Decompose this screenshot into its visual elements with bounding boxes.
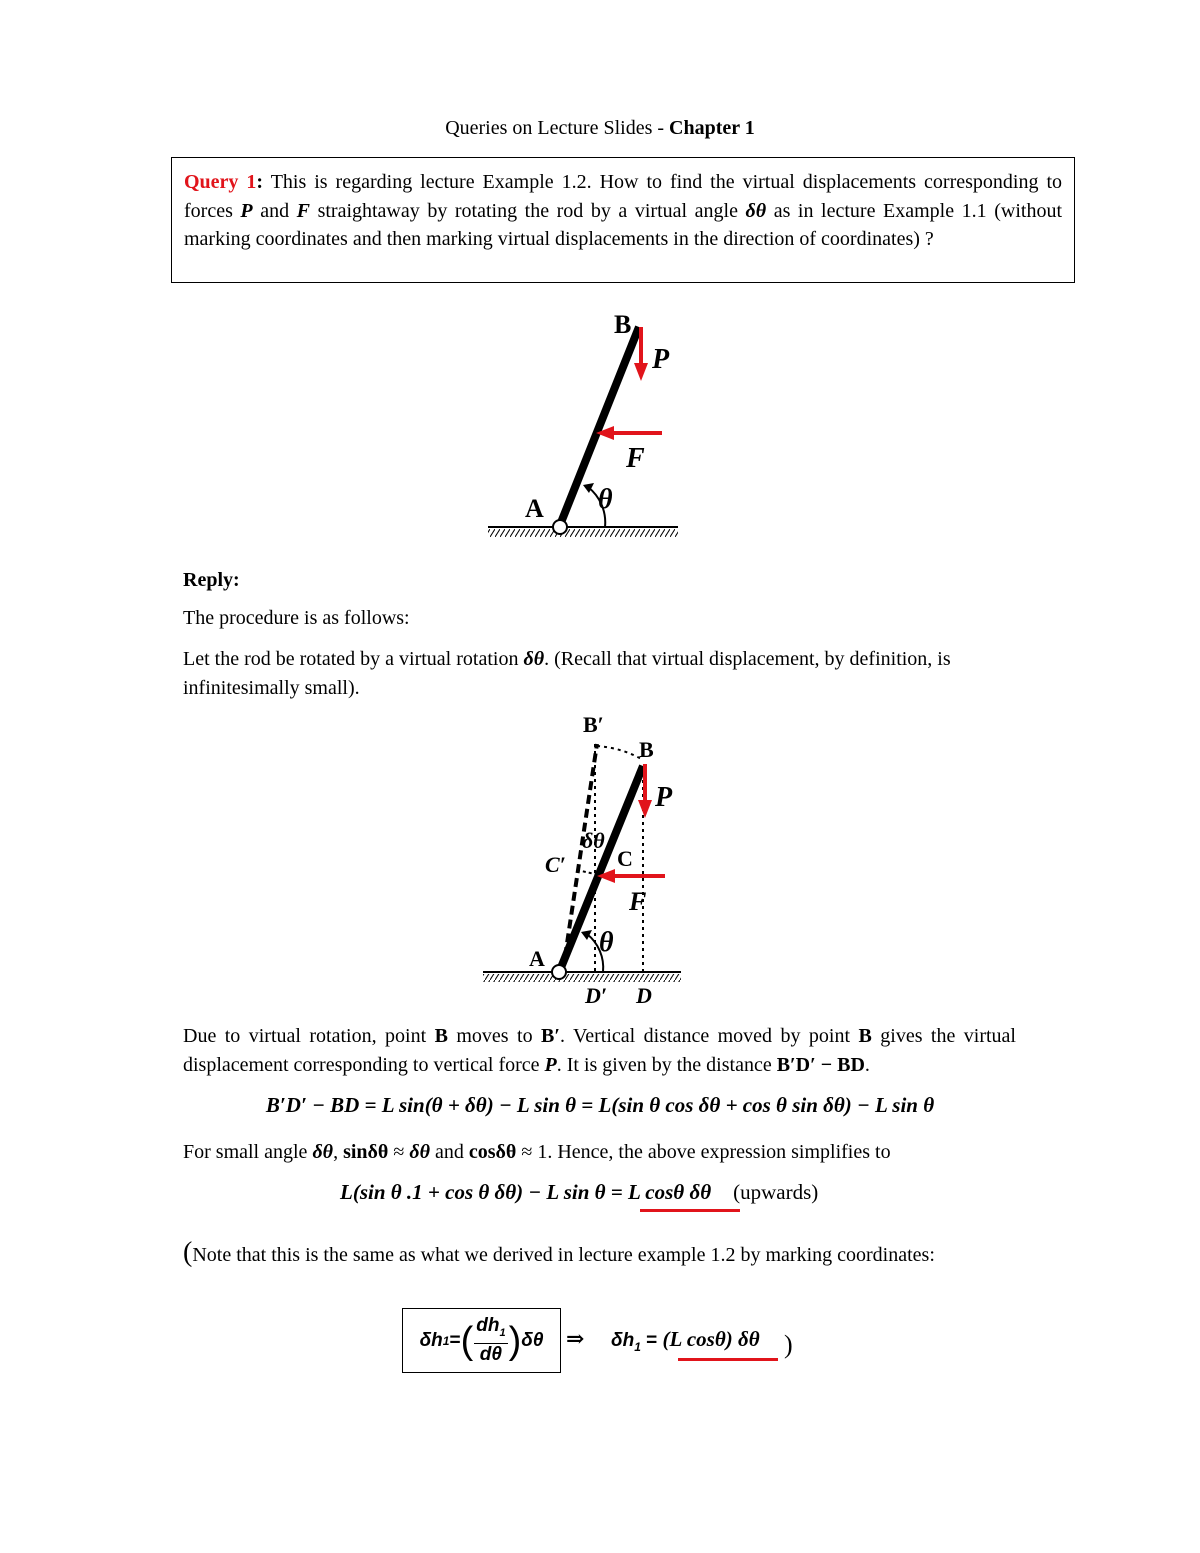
boxed-equation-content — [402, 1308, 561, 1373]
box-paren-open: ( — [460, 1319, 474, 1362]
box-lhs: δh — [419, 1329, 443, 1351]
label-b: B — [614, 310, 632, 339]
force-p-arrowhead — [634, 363, 648, 381]
note-open-paren: ( — [183, 1237, 193, 1268]
note-paragraph — [183, 1236, 1016, 1272]
reply-procedure: The procedure is as follows: — [183, 607, 410, 629]
small-angle-sin: sinδθ — [343, 1141, 389, 1163]
pin-a — [552, 965, 566, 979]
expl-force-p: P — [544, 1054, 557, 1076]
small-angle-cos: cosδθ — [468, 1141, 517, 1163]
box-fraction-num — [474, 1315, 507, 1345]
arc-bprime-b — [597, 746, 643, 760]
result-equation — [611, 1327, 760, 1354]
eq2-lhs: L(sin θ .1 + cos θ δθ) − L sin θ = — [340, 1180, 628, 1204]
reply-line-1 — [183, 645, 1016, 703]
equation-displacement: B′D′ − BD = L sin(θ + δθ) − L sin θ = L(sin θ cos δθ + cos θ sin δθ) − L sin θ — [265, 1093, 935, 1117]
box-num-sub: 1 — [499, 1326, 506, 1339]
small-angle-text-2: , — [333, 1141, 344, 1163]
label-cprime: C′ — [545, 852, 566, 877]
expl-text-5: . It is given by the distance — [556, 1054, 777, 1076]
eq2-result: L cosθ δθ — [628, 1180, 712, 1204]
small-angle-text-1: For small angle — [183, 1141, 313, 1163]
expl-point-b-2: B — [858, 1025, 872, 1047]
label-d: D — [636, 983, 652, 1008]
expl-text-4: gives the virtual displacement corresponding to vertical force — [183, 1025, 1016, 1076]
box-lhs-sub: 1 — [442, 1333, 450, 1348]
equation-simplified — [340, 1180, 818, 1205]
page-title — [0, 117, 1200, 140]
query-text-2: straightaway by rotating the rod by a virtual angle — [310, 199, 746, 222]
label-p: P — [652, 344, 670, 375]
small-angle-line — [183, 1138, 1016, 1167]
label-dprime: D′ — [585, 983, 608, 1008]
query-text-1: This is regarding lecture Example 1.2. How to find the virtual displacements corresponding to forces — [184, 171, 1062, 222]
figure-virtual-rotation — [475, 708, 695, 1013]
title-chapter: Chapter 1 — [669, 117, 755, 139]
angle-arrowhead — [581, 930, 592, 940]
label-c: C — [617, 846, 633, 871]
explanation-paragraph — [183, 1022, 1016, 1080]
box-paren-close: ) — [508, 1319, 522, 1362]
ground-hatch — [483, 974, 681, 982]
force-p-arrowhead — [638, 800, 652, 818]
result-value: (L cosθ) δθ — [662, 1327, 760, 1351]
expl-distance: B′D′ − BD — [776, 1054, 865, 1076]
small-angle-and: and — [429, 1141, 469, 1163]
label-a: A — [529, 946, 545, 971]
expl-text-6: . — [864, 1054, 870, 1076]
eq2-result-underline — [640, 1209, 740, 1212]
label-theta: θ — [599, 927, 614, 958]
pin-a — [553, 520, 567, 534]
box-fraction — [474, 1315, 507, 1367]
query-colon: : — [256, 171, 264, 193]
eq2-note: (upwards) — [733, 1180, 819, 1204]
query-and: and — [252, 199, 297, 222]
box-num: dh — [476, 1314, 500, 1336]
query-force-f: F — [296, 199, 310, 222]
figure-rod-forces — [480, 305, 690, 545]
expl-point-b: B — [434, 1025, 448, 1047]
label-f: F — [629, 887, 647, 916]
box-dtheta: δθ — [521, 1329, 544, 1351]
label-b: B — [639, 737, 654, 762]
query-text-3: as in lecture Example 1.1 (without marking coordinates and then marking virtual displacements in the direction of coordinates) ? — [184, 199, 1062, 250]
result-lhs: δh — [611, 1330, 635, 1351]
expl-point-bprime: B′ — [541, 1025, 560, 1047]
query-box — [171, 157, 1075, 283]
reply-text-b: . (Recall that virtual displacement, by definition, is infinitesimally small). — [183, 648, 951, 699]
expl-text-2: moves to — [447, 1025, 541, 1047]
result-close-paren: ) — [784, 1330, 793, 1359]
displaced-rod — [563, 744, 597, 970]
query-delta-theta: δθ — [745, 199, 767, 222]
small-angle-delta-2: δθ — [409, 1141, 430, 1163]
result-underline — [678, 1358, 778, 1361]
expl-text-3: . Vertical distance moved by point — [559, 1025, 859, 1047]
note-text: Note that this is the same as what we derived in lecture example 1.2 by marking coordinates: — [192, 1244, 935, 1266]
query-label: Query 1 — [184, 171, 257, 193]
box-den: dθ — [479, 1344, 502, 1366]
ground-hatch — [488, 529, 678, 537]
expl-text-1: Due to virtual rotation, point — [183, 1025, 435, 1047]
label-p: P — [655, 782, 673, 813]
result-lhs-sub: 1 — [634, 1339, 641, 1354]
label-a: A — [525, 494, 544, 523]
reply-heading: Reply: — [183, 569, 240, 591]
reply-text-a: Let the rod be rotated by a virtual rotation — [183, 648, 524, 670]
reply-delta-theta: δθ — [523, 648, 545, 670]
title-prefix: Queries on Lecture Slides - — [445, 117, 670, 139]
small-angle-approx: ≈ — [388, 1141, 410, 1163]
box-eq: = — [449, 1329, 461, 1351]
result-eq: = — [640, 1330, 663, 1351]
implies-arrow: ⇒ — [566, 1326, 585, 1351]
label-delta-theta: δθ — [582, 828, 605, 853]
small-angle-delta-1: δθ — [312, 1141, 334, 1163]
label-theta: θ — [598, 484, 613, 515]
query-force-p: P — [240, 199, 253, 222]
small-angle-text-5: ≈ 1. Hence, the above expression simplifies to — [516, 1141, 891, 1163]
label-f: F — [626, 443, 645, 474]
label-bprime: B′ — [583, 712, 604, 737]
